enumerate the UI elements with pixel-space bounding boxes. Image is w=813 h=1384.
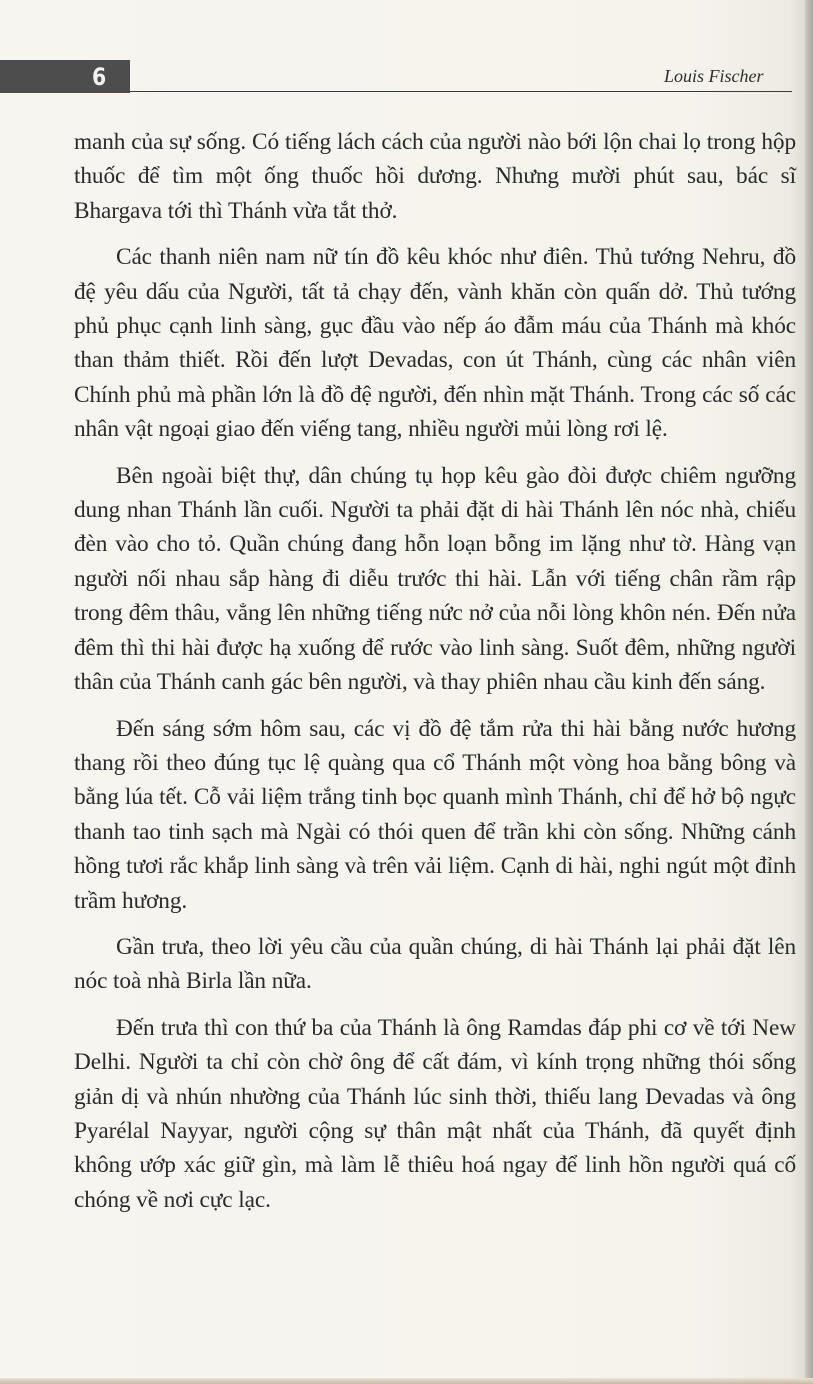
paragraph-6: Đến trưa thì con thứ ba của Thánh là ông Ramdas đáp phi cơ về tới New Delhi. Người ta chỉ còn chờ ông để cất đám, vì kính trọng những thói sống giản dị và nhún nhường của Thánh lúc sinh thời, thiếu lang Devadas và ông Pyarélal Nayyar, người cộng sự thân mật nhất của Thánh, đã quyết định không ướp xác giữ gìn, mà làm lễ thiêu hoá ngay để linh hồn người quá cố chóng về nơi cực lạc.	[74, 1014, 796, 1213]
paragraph-5: Gần trưa, theo lời yêu cầu của quần chúng, di hài Thánh lại phải đặt lên nóc toà nhà Birla lần nữa.	[74, 933, 796, 995]
page-number-box	[0, 60, 130, 93]
paragraph-2: Các thanh niên nam nữ tín đồ kêu khóc như điên. Thủ tướng Nehru, đồ đệ yêu dấu của Người, tất tả chạy đến, vành khăn còn quấn dở. Thủ tướng phủ phục cạnh linh sàng, gục đầu vào nếp áo đẫm máu của Thánh mà khóc than thảm thiết. Rồi đến lượt Devadas, con út Thánh, cùng các nhân viên Chính phủ mà phần lớn là đồ đệ người, đến nhìn mặt Thánh. Trong các số các nhân vật ngoại giao đến viếng tang, nhiều người mủi lòng rơi lệ.	[74, 244, 796, 443]
page-header	[0, 60, 800, 96]
paragraph-3: Bên ngoài biệt thự, dân chúng tụ họp kêu gào đòi được chiêm ngưỡng dung nhan Thánh lần cuối. Người ta phải đặt di hài Thánh lên nóc nhà, chiếu đèn vào cho tỏ. Quần chúng đang hỗn loạn bỗng im lặng như tờ. Hàng vạn người nối nhau sắp hàng đi diễu trước thi hài. Lẫn với tiếng chân rầm rập trong đêm thâu, vẳng lên những tiếng nức nở của nỗi lòng khôn nén. Đến nửa đêm thì thi hài được hạ xuống để rước vào linh sàng. Suốt đêm, những người thân của Thánh canh gác bên người, và thay phiên nhau cầu kinh đến sáng.	[74, 462, 796, 696]
page-bottom-edge	[0, 1378, 813, 1384]
body-text	[74, 125, 796, 1229]
page-edge-shadow	[805, 0, 813, 1384]
paragraph-1: manh của sự sống. Có tiếng lách cách của người nào bới lộn chai lọ trong hộp thuốc để tìm một ống thuốc hồi dương. Nhưng mười phút sau, bác sĩ Bhargava tới thì Thánh vừa tắt thở.	[74, 129, 796, 224]
running-head-author: Louis Fischer	[664, 66, 764, 86]
header-rule	[130, 91, 792, 92]
paragraph-4: Đến sáng sớm hôm sau, các vị đồ đệ tắm rửa thi hài bằng nước hương thang rồi theo đúng tục lệ quàng qua cổ Thánh một vòng hoa bằng bông và bằng lúa tết. Cỗ vải liệm trắng tinh bọc quanh mình Thánh, chỉ để hở bộ ngực thanh tao tinh sạch mà Ngài có thói quen để trần khi còn sống. Những cánh hồng tươi rắc khắp linh sàng và trên vải liệm. Cạnh di hài, nghi ngút một đỉnh trầm hương.	[74, 715, 796, 914]
page-number: 6	[92, 63, 107, 91]
